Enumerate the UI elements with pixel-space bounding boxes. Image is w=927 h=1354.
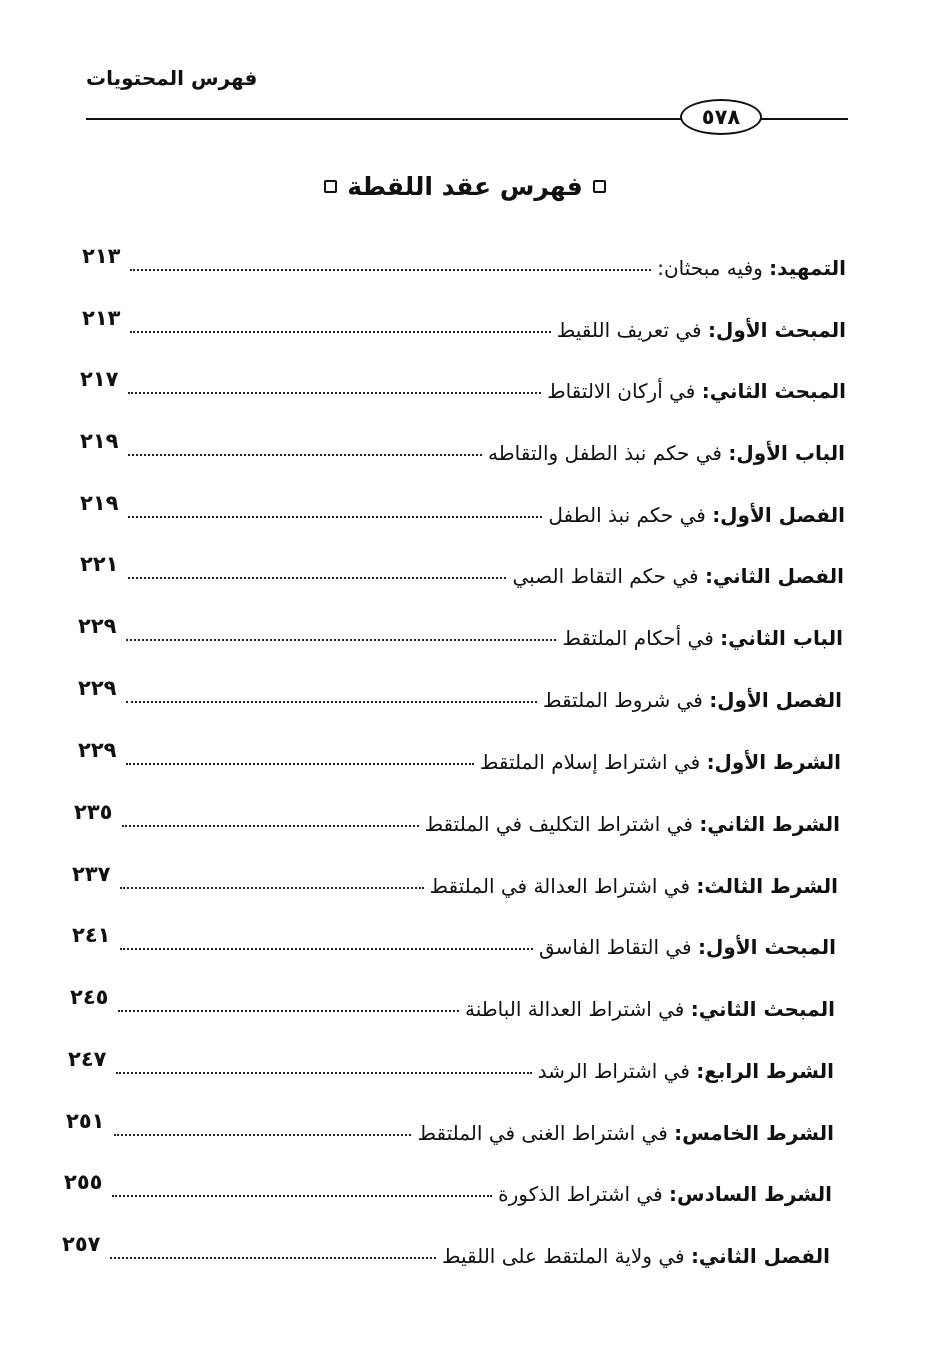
index-entry — [68, 1039, 834, 1083]
entry-heading: المبحث الثاني: — [701, 379, 846, 403]
entry-page-number: ٢٥٥ — [64, 1170, 103, 1194]
entry-heading: المبحث الأول: — [697, 935, 836, 959]
index-entry — [80, 544, 844, 588]
dot-leader — [128, 516, 542, 518]
entry-label — [537, 688, 842, 712]
entry-text: في اشتراط الغنى في الملتقط — [417, 1121, 668, 1145]
square-bullet-icon — [593, 180, 606, 193]
index-entry — [62, 1224, 830, 1268]
entry-text: في اشتراط العدالة في الملتقط — [429, 874, 691, 898]
entry-heading: الباب الثاني: — [720, 626, 843, 650]
index-entry — [74, 792, 840, 836]
index-entry — [70, 977, 835, 1021]
entry-heading: الفصل الثاني: — [704, 564, 844, 588]
index-title-text: فهرس عقد اللقطة — [347, 172, 583, 201]
index-entry — [82, 236, 846, 280]
entry-heading: الشرط الثالث: — [696, 874, 838, 898]
entry-label — [651, 256, 846, 280]
entry-text: وفيه مبحثان: — [657, 256, 763, 280]
entry-heading: التمهيد: — [769, 256, 846, 280]
entry-heading: الفصل الثاني: — [690, 1244, 830, 1268]
index-entry — [78, 730, 841, 774]
entry-label — [424, 874, 838, 898]
page-number: ٥٧٨ — [680, 99, 762, 135]
entry-label — [532, 1059, 834, 1083]
entry-text: في شروط الملتقط — [542, 688, 703, 712]
dot-leader — [114, 1134, 411, 1136]
entry-heading: الشرط السادس: — [669, 1182, 832, 1206]
entry-page-number: ٢٤١ — [72, 923, 111, 947]
entry-page-number: ٢٣٥ — [74, 800, 113, 824]
dot-leader — [116, 1072, 531, 1074]
entry-text: في حكم نبذ الطفل والتقاطه — [488, 441, 722, 465]
dot-leader — [128, 577, 506, 579]
entry-heading: الشرط الأول: — [706, 750, 841, 774]
entry-page-number: ٢٥١ — [66, 1109, 105, 1133]
entry-label — [436, 1244, 830, 1268]
entry-page-number: ٢٣٧ — [72, 862, 111, 886]
entry-label — [551, 318, 846, 342]
index-title — [250, 172, 680, 201]
entry-page-number: ٢١٩ — [80, 429, 119, 453]
entry-text: في حكم نبذ الطفل — [548, 503, 706, 527]
entry-label — [506, 564, 844, 588]
dot-leader — [120, 887, 423, 889]
entry-text: في التقاط الفاسق — [538, 935, 692, 959]
index-entry — [80, 421, 845, 465]
running-title: فهرس المحتويات — [86, 66, 258, 90]
entry-label — [419, 812, 840, 836]
entry-page-number: ٢١٩ — [80, 491, 119, 515]
entry-text: في تعريف اللقيط — [556, 318, 702, 342]
entry-page-number: ٢٢٩ — [78, 614, 117, 638]
entry-heading: الشرط الخامس: — [674, 1121, 834, 1145]
dot-leader — [112, 1195, 492, 1197]
entry-page-number: ٢١٣ — [82, 306, 121, 330]
index-entry — [72, 915, 836, 959]
dot-leader — [110, 1257, 436, 1259]
entry-text: في اشتراط الرشد — [537, 1059, 690, 1083]
entry-heading: الفصل الأول: — [712, 503, 845, 527]
entry-text: في اشتراط إسلام الملتقط — [479, 750, 701, 774]
entry-label — [482, 441, 845, 465]
index-entry — [80, 483, 845, 527]
dot-leader — [126, 639, 556, 641]
entry-label — [492, 1182, 832, 1206]
entry-page-number: ٢٢٩ — [78, 676, 117, 700]
entry-label — [542, 503, 845, 527]
entry-text: في اشتراط الذكورة — [498, 1182, 663, 1206]
entry-label — [541, 379, 846, 403]
entry-page-number: ٢٥٧ — [62, 1232, 101, 1256]
entry-heading: الباب الأول: — [728, 441, 845, 465]
entry-text: في حكم التقاط الصبي — [512, 564, 699, 588]
entry-heading: المبحث الأول: — [707, 318, 846, 342]
entry-text: في اشتراط العدالة الباطنة — [464, 997, 685, 1021]
index-entry — [78, 668, 842, 712]
entry-heading: الشرط الثاني: — [699, 812, 840, 836]
index-entry — [64, 1162, 832, 1206]
entry-page-number: ٢٢١ — [80, 552, 119, 576]
entry-text: في أحكام الملتقط — [562, 626, 714, 650]
index-entry — [78, 606, 843, 650]
index-entry — [80, 359, 846, 403]
entry-heading: المبحث الثاني: — [690, 997, 835, 1021]
entry-page-number: ٢٤٧ — [68, 1047, 107, 1071]
entry-text: في ولاية الملتقط على اللقيط — [441, 1244, 685, 1268]
dot-leader — [118, 1010, 459, 1012]
dot-leader — [130, 269, 651, 271]
entry-page-number: ٢١٧ — [80, 367, 119, 391]
index-entry — [72, 854, 838, 898]
dot-leader — [126, 701, 537, 703]
entry-page-number: ٢٢٩ — [78, 738, 117, 762]
entry-text: في اشتراط التكليف في الملتقط — [424, 812, 693, 836]
entry-label — [474, 750, 841, 774]
entry-label — [411, 1121, 834, 1145]
entry-heading: الشرط الرابع: — [696, 1059, 834, 1083]
index-entry — [66, 1101, 834, 1145]
entry-text: في أركان الالتقاط — [547, 379, 696, 403]
entry-heading: الفصل الأول: — [709, 688, 842, 712]
dot-leader — [120, 948, 533, 950]
square-bullet-icon — [324, 180, 337, 193]
dot-leader — [130, 331, 550, 333]
dot-leader — [126, 763, 473, 765]
entry-label — [556, 626, 843, 650]
dot-leader — [128, 392, 541, 394]
dot-leader — [128, 454, 482, 456]
entry-label — [533, 935, 836, 959]
entry-page-number: ٢٤٥ — [70, 985, 109, 1009]
dot-leader — [122, 825, 418, 827]
entry-label — [459, 997, 835, 1021]
entry-page-number: ٢١٣ — [82, 244, 121, 268]
index-entry — [82, 298, 846, 342]
